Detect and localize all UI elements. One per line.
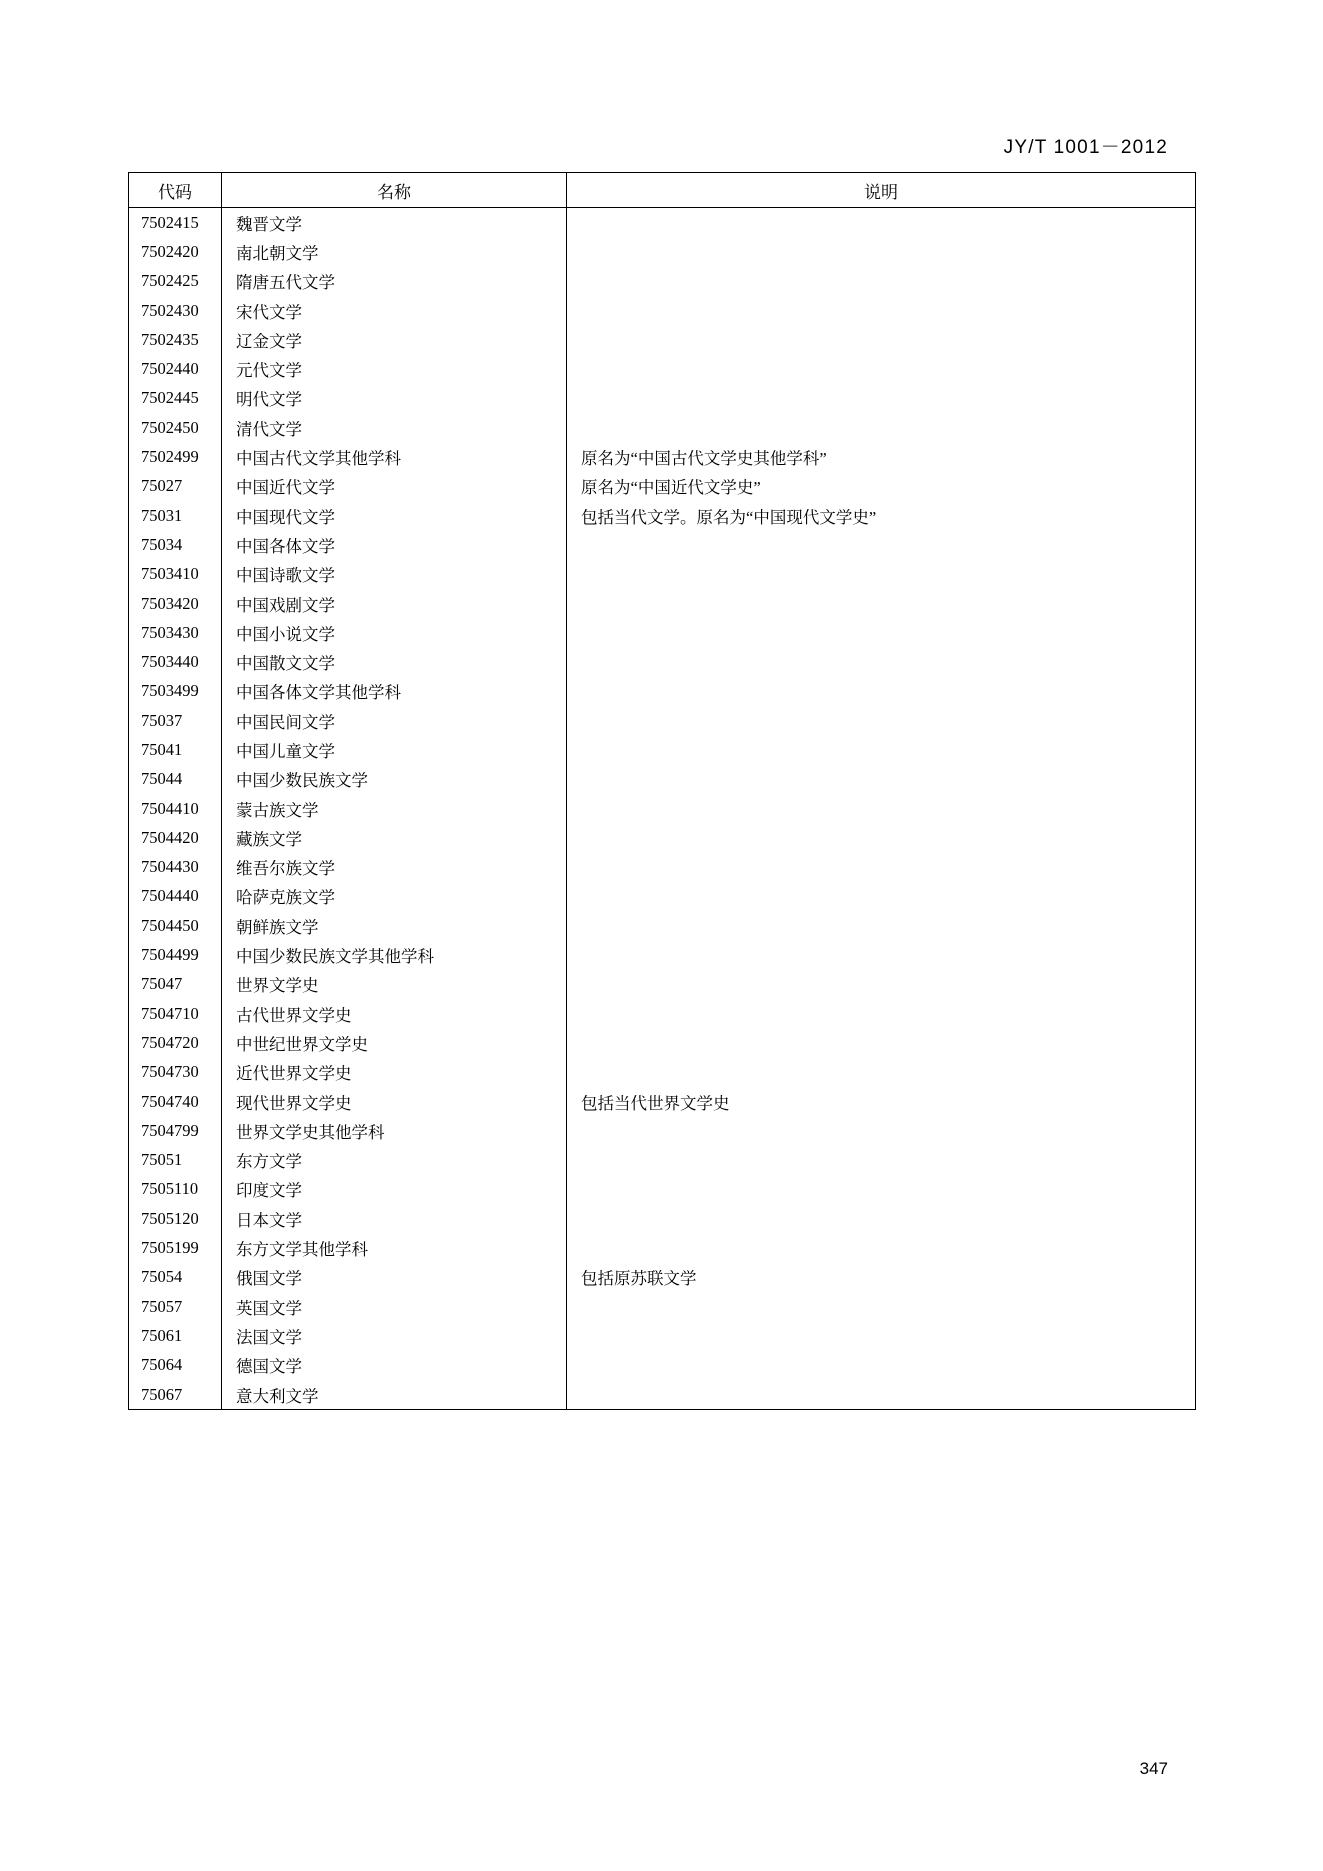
cell-code: 7502499 [129,442,222,471]
table-row [129,208,1196,238]
cell-code: 75041 [129,735,222,764]
cell-name: 中国各体文学其他学科 [222,677,567,706]
table-row [129,1233,1196,1262]
table-row [129,647,1196,676]
cell-description [567,1028,1196,1057]
cell-name: 中国戏剧文学 [222,589,567,618]
cell-code: 7505120 [129,1204,222,1233]
cell-name: 元代文学 [222,354,567,383]
cell-name: 法国文学 [222,1321,567,1350]
table-row [129,999,1196,1028]
table-row [129,1380,1196,1410]
table-row [129,794,1196,823]
classification-table [128,172,1196,1410]
cell-description [567,1116,1196,1145]
cell-name: 中世纪世界文学史 [222,1028,567,1057]
cell-description [567,1292,1196,1321]
table-row [129,677,1196,706]
table-row [129,1351,1196,1380]
cell-code: 7504499 [129,940,222,969]
cell-description [567,413,1196,442]
cell-name: 中国小说文学 [222,618,567,647]
table-row [129,765,1196,794]
table-row [129,325,1196,354]
cell-description: 包括当代世界文学史 [567,1087,1196,1116]
cell-description [567,794,1196,823]
cell-code: 7504430 [129,853,222,882]
cell-description [567,1204,1196,1233]
cell-description [567,765,1196,794]
cell-code: 7502450 [129,413,222,442]
classification-table-wrapper [128,172,1196,1410]
cell-code: 75044 [129,765,222,794]
cell-description [567,823,1196,852]
table-row [129,296,1196,325]
table-row [129,237,1196,266]
table-row [129,384,1196,413]
table-row [129,501,1196,530]
table-row [129,882,1196,911]
cell-code: 7502430 [129,296,222,325]
cell-name: 俄国文学 [222,1263,567,1292]
cell-name: 维吾尔族文学 [222,853,567,882]
table-row [129,1146,1196,1175]
cell-code: 7504450 [129,911,222,940]
cell-name: 蒙古族文学 [222,794,567,823]
cell-name: 古代世界文学史 [222,999,567,1028]
cell-description [567,267,1196,296]
cell-code: 75031 [129,501,222,530]
table-row [129,267,1196,296]
table-row [129,911,1196,940]
page-number: 347 [1139,1759,1168,1778]
table-row [129,560,1196,589]
cell-description [567,706,1196,735]
cell-description: 包括原苏联文学 [567,1263,1196,1292]
cell-code: 7505110 [129,1175,222,1204]
table-row [129,1087,1196,1116]
cell-description [567,384,1196,413]
cell-name: 中国散文文学 [222,647,567,676]
cell-description [567,882,1196,911]
cell-name: 隋唐五代文学 [222,267,567,296]
cell-description [567,1351,1196,1380]
cell-code: 7502435 [129,325,222,354]
cell-description [567,325,1196,354]
cell-code: 75057 [129,1292,222,1321]
table-body [129,208,1196,1410]
table-row [129,413,1196,442]
cell-name: 世界文学史其他学科 [222,1116,567,1145]
cell-name: 哈萨克族文学 [222,882,567,911]
table-header [129,173,1196,208]
cell-name: 意大利文学 [222,1380,567,1410]
cell-description [567,296,1196,325]
table-row [129,530,1196,559]
cell-code: 7504710 [129,999,222,1028]
cell-description [567,853,1196,882]
cell-name: 中国各体文学 [222,530,567,559]
cell-code: 75034 [129,530,222,559]
cell-name: 世界文学史 [222,970,567,999]
cell-description [567,1321,1196,1350]
cell-code: 7502415 [129,208,222,238]
cell-code: 7502420 [129,237,222,266]
page-header-standard-id: JY/T 1001－2012 [1003,137,1168,158]
cell-name: 东方文学其他学科 [222,1233,567,1262]
table-row [129,1321,1196,1350]
cell-name: 日本文学 [222,1204,567,1233]
table-row [129,442,1196,471]
cell-name: 印度文学 [222,1175,567,1204]
table-row [129,1116,1196,1145]
cell-code: 7504410 [129,794,222,823]
cell-code: 75051 [129,1146,222,1175]
table-header-row [129,173,1196,208]
cell-name: 辽金文学 [222,325,567,354]
cell-description [567,911,1196,940]
table-row [129,589,1196,618]
cell-name: 中国诗歌文学 [222,560,567,589]
cell-description [567,208,1196,238]
cell-description [567,999,1196,1028]
cell-description [567,677,1196,706]
cell-name: 现代世界文学史 [222,1087,567,1116]
table-row [129,354,1196,383]
cell-description [567,1175,1196,1204]
cell-name: 魏晋文学 [222,208,567,238]
cell-code: 75054 [129,1263,222,1292]
cell-code: 7504740 [129,1087,222,1116]
table-row [129,472,1196,501]
cell-code: 75064 [129,1351,222,1380]
table-row [129,1028,1196,1057]
cell-code: 7505199 [129,1233,222,1262]
column-header-description: 说明 [567,173,1196,208]
cell-name: 中国民间文学 [222,706,567,735]
cell-code: 7504420 [129,823,222,852]
cell-name: 中国少数民族文学 [222,765,567,794]
table-row [129,1204,1196,1233]
table-row [129,706,1196,735]
cell-code: 7504440 [129,882,222,911]
cell-name: 东方文学 [222,1146,567,1175]
cell-code: 7503430 [129,618,222,647]
cell-description [567,940,1196,969]
cell-description [567,560,1196,589]
cell-code: 7502445 [129,384,222,413]
cell-name: 中国近代文学 [222,472,567,501]
cell-name: 南北朝文学 [222,237,567,266]
cell-code: 7504730 [129,1058,222,1087]
cell-description [567,530,1196,559]
cell-code: 75037 [129,706,222,735]
cell-name: 近代世界文学史 [222,1058,567,1087]
cell-name: 清代文学 [222,413,567,442]
table-row [129,1292,1196,1321]
cell-description [567,237,1196,266]
cell-description [567,1058,1196,1087]
cell-description [567,647,1196,676]
cell-description [567,589,1196,618]
cell-code: 75047 [129,970,222,999]
cell-description [567,354,1196,383]
cell-name: 明代文学 [222,384,567,413]
cell-name: 中国儿童文学 [222,735,567,764]
cell-code: 7504799 [129,1116,222,1145]
cell-description [567,618,1196,647]
cell-code: 7503440 [129,647,222,676]
column-header-code: 代码 [129,173,222,208]
table-row [129,1263,1196,1292]
cell-name: 中国古代文学其他学科 [222,442,567,471]
cell-description [567,1380,1196,1410]
cell-code: 75061 [129,1321,222,1350]
cell-description [567,1146,1196,1175]
table-row [129,735,1196,764]
cell-name: 英国文学 [222,1292,567,1321]
cell-description [567,970,1196,999]
cell-name: 中国现代文学 [222,501,567,530]
cell-code: 7503410 [129,560,222,589]
cell-description: 包括当代文学。原名为“中国现代文学史” [567,501,1196,530]
cell-code: 7502440 [129,354,222,383]
table-row [129,940,1196,969]
table-row [129,618,1196,647]
cell-description [567,735,1196,764]
cell-code: 75027 [129,472,222,501]
cell-code: 75067 [129,1380,222,1410]
cell-description: 原名为“中国古代文学史其他学科” [567,442,1196,471]
cell-code: 7503420 [129,589,222,618]
table-row [129,823,1196,852]
cell-description [567,1233,1196,1262]
table-row [129,970,1196,999]
cell-code: 7502425 [129,267,222,296]
cell-name: 宋代文学 [222,296,567,325]
table-row [129,1175,1196,1204]
table-row [129,1058,1196,1087]
cell-description: 原名为“中国近代文学史” [567,472,1196,501]
cell-name: 藏族文学 [222,823,567,852]
cell-name: 德国文学 [222,1351,567,1380]
cell-name: 中国少数民族文学其他学科 [222,940,567,969]
cell-code: 7504720 [129,1028,222,1057]
column-header-name: 名称 [222,173,567,208]
table-row [129,853,1196,882]
cell-name: 朝鲜族文学 [222,911,567,940]
cell-code: 7503499 [129,677,222,706]
